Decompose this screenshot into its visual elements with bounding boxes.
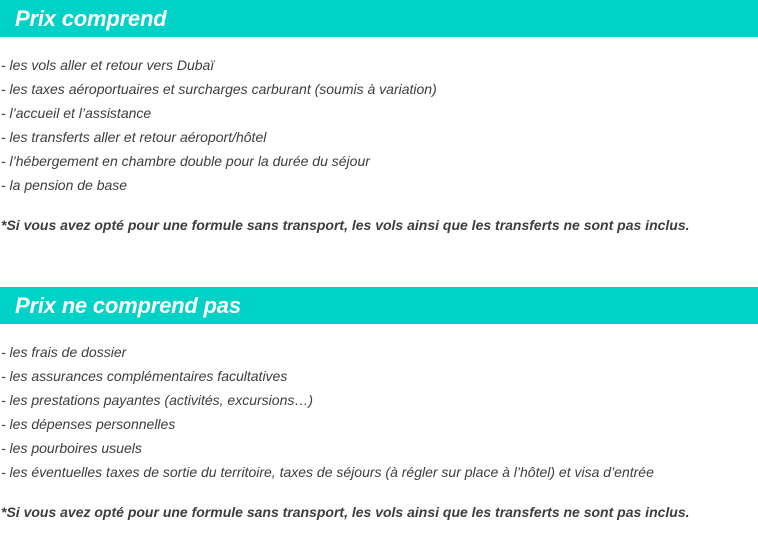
excluded-header bbox=[0, 287, 758, 324]
included-header bbox=[0, 0, 758, 37]
included-note: *Si vous avez opté pour une formule sans transport, les vols ainsi que les transferts ne sont pas inclus. bbox=[1, 217, 690, 233]
included-title: Prix comprend bbox=[15, 5, 167, 31]
list-item: - les dépenses personnelles bbox=[1, 416, 176, 432]
excluded-list bbox=[1, 340, 654, 484]
list-item: - les assurances complémentaires facultatives bbox=[1, 368, 288, 384]
excluded-title: Prix ne comprend pas bbox=[15, 292, 241, 318]
list-item: - les éventuelles taxes de sortie du territoire, taxes de séjours (à régler sur place à l’hôtel) et visa d’entrée bbox=[1, 464, 654, 480]
included-list bbox=[1, 53, 437, 197]
list-item: - les taxes aéroportuaires et surcharges carburant (soumis à variation) bbox=[1, 81, 437, 97]
list-item: - les transferts aller et retour aéroport/hôtel bbox=[1, 129, 267, 145]
list-item: - les frais de dossier bbox=[1, 344, 127, 360]
list-item: - l’accueil et l’assistance bbox=[1, 105, 152, 121]
list-item: - l’hébergement en chambre double pour la durée du séjour bbox=[1, 153, 370, 169]
list-item: - les vols aller et retour vers Dubaï bbox=[1, 57, 215, 73]
excluded-note: *Si vous avez opté pour une formule sans transport, les vols ainsi que les transferts ne sont pas inclus. bbox=[1, 504, 690, 520]
list-item: - les pourboires usuels bbox=[1, 440, 142, 456]
list-item: - les prestations payantes (activités, excursions…) bbox=[1, 392, 314, 408]
list-item: - la pension de base bbox=[1, 177, 128, 193]
